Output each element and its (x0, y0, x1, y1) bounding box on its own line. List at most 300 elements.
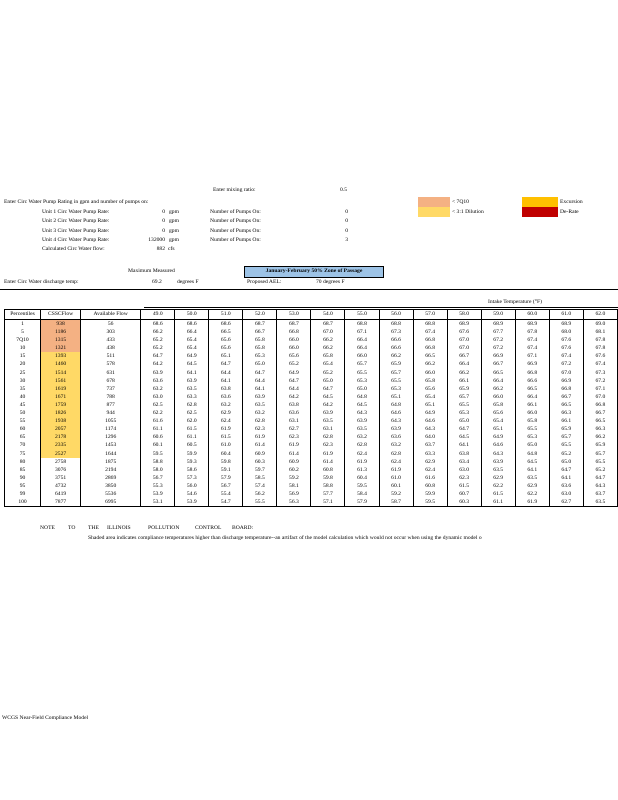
intake-rule (144, 307, 618, 308)
temp-cell: 60.3 (447, 498, 481, 507)
temp-cell: 62.8 (379, 450, 413, 458)
temp-cell: 64.2 (277, 393, 311, 401)
csscflow-cell: 1671 (41, 393, 81, 401)
legend-excursion-label: Excursion (560, 199, 583, 205)
season-box (244, 266, 384, 278)
csscflow-cell: 938 (41, 320, 81, 329)
temp-cell: 62.3 (311, 441, 345, 449)
temp-cell: 66.6 (515, 377, 549, 385)
temp-cell: 65.0 (549, 458, 583, 466)
available-flow-cell: 5536 (81, 490, 141, 498)
csscflow-cell: 1460 (41, 360, 81, 368)
temp-cell: 65.4 (481, 417, 515, 425)
temp-cell: 65.6 (481, 409, 515, 417)
temp-cell: 65.3 (515, 433, 549, 441)
temp-cell: 54.6 (175, 490, 209, 498)
temp-cell: 64.7 (277, 377, 311, 385)
temp-cell: 65.6 (277, 352, 311, 360)
temp-cell: 63.7 (413, 441, 447, 449)
temp-cell: 65.8 (481, 401, 515, 409)
table-row (5, 393, 618, 401)
temp-cell: 58.1 (277, 482, 311, 490)
temp-cell: 64.2 (141, 360, 175, 368)
temp-cell: 66.0 (277, 336, 311, 344)
temp-cell: 64.7 (583, 474, 617, 482)
temp-cell: 63.9 (379, 425, 413, 433)
temp-cell: 66.0 (515, 409, 549, 417)
temp-cell: 60.2 (277, 466, 311, 474)
temp-cell: 67.2 (481, 344, 515, 352)
temp-cell: 63.2 (209, 401, 243, 409)
temp-cell: 65.0 (243, 360, 277, 368)
temp-cell: 62.4 (413, 466, 447, 474)
legend-derate-swatch (522, 207, 558, 217)
temp-cell: 64.1 (175, 369, 209, 377)
percentile-cell: 15 (5, 352, 41, 360)
temp-cell: 68.8 (345, 320, 379, 329)
temp-cell: 61.4 (311, 458, 345, 466)
temp-cell: 66.8 (515, 369, 549, 377)
temp-cell: 67.0 (447, 344, 481, 352)
temp-cell: 64.2 (311, 401, 345, 409)
percentile-cell: 90 (5, 474, 41, 482)
temp-cell: 65.6 (209, 336, 243, 344)
temp-cell: 65.2 (141, 344, 175, 352)
csscflow-cell: 1514 (41, 369, 81, 377)
temp-cell: 59.5 (413, 498, 447, 507)
temp-cell: 65.4 (311, 360, 345, 368)
table-row (5, 385, 618, 393)
table-row (5, 498, 618, 507)
temp-cell: 63.6 (141, 377, 175, 385)
legend-dilution-label: < 3:1 Dilution (452, 209, 484, 215)
temp-cell: 66.6 (379, 336, 413, 344)
available-flow-cell: 578 (81, 360, 141, 368)
temp-cell: 61.5 (209, 433, 243, 441)
temp-cell: 65.8 (243, 336, 277, 344)
unit-rate-unit: gpm (169, 218, 179, 225)
temp-cell: 63.0 (549, 490, 583, 498)
percentile-cell: 20 (5, 360, 41, 368)
pumps-value[interactable]: 0 (345, 227, 348, 234)
mixing-ratio-value[interactable]: 0.5 (340, 187, 347, 193)
temp-cell: 53.9 (141, 490, 175, 498)
temp-cell: 59.2 (277, 474, 311, 482)
legend-excursion-swatch (522, 197, 558, 207)
temp-cell: 64.3 (583, 482, 617, 490)
temp-cell: 67.0 (447, 336, 481, 344)
temp-cell: 59.5 (345, 482, 379, 490)
temp-cell: 65.3 (447, 409, 481, 417)
temp-cell: 63.6 (277, 409, 311, 417)
temp-cell: 60.4 (345, 474, 379, 482)
temp-cell: 65.1 (481, 425, 515, 433)
temp-cell: 66.7 (481, 360, 515, 368)
temp-cell: 64.0 (413, 433, 447, 441)
table-row (5, 450, 618, 458)
available-flow-cell: 877 (81, 401, 141, 409)
csscflow-cell: 1315 (41, 336, 81, 344)
temp-cell: 64.5 (515, 458, 549, 466)
temp-cell: 66.7 (583, 409, 617, 417)
mixing-ratio-label: Enter mixing ratio: (213, 187, 256, 193)
temp-cell: 69.0 (583, 320, 617, 329)
temp-cell: 56.0 (175, 482, 209, 490)
col-header-intake-temp: 55.0 (345, 310, 379, 320)
temp-cell: 61.9 (277, 441, 311, 449)
temp-cell: 64.5 (447, 433, 481, 441)
temp-cell: 65.5 (379, 377, 413, 385)
temp-cell: 62.3 (447, 474, 481, 482)
temp-cell: 63.5 (515, 474, 549, 482)
col-header-available-flow: Available Flow (81, 310, 141, 320)
available-flow-cell: 1296 (81, 433, 141, 441)
col-header-intake-temp: 51.0 (209, 310, 243, 320)
col-header-percentiles: Percentiles (5, 310, 41, 320)
temp-cell: 66.2 (481, 385, 515, 393)
temp-cell: 62.4 (379, 458, 413, 466)
temp-cell: 67.4 (515, 344, 549, 352)
temp-cell: 66.4 (345, 336, 379, 344)
pumps-value[interactable]: 0 (345, 218, 348, 225)
temp-cell: 58.7 (379, 498, 413, 507)
temp-cell: 55.3 (141, 482, 175, 490)
unit-rate-value[interactable]: 132000 (148, 236, 165, 243)
table-row (5, 328, 618, 336)
table-row (5, 482, 618, 490)
temp-cell: 56.7 (141, 474, 175, 482)
unit-rate-value[interactable]: 0 (162, 218, 165, 225)
available-flow-cell: 737 (81, 385, 141, 393)
temp-cell: 62.5 (141, 401, 175, 409)
csscflow-cell: 2758 (41, 458, 81, 466)
temp-cell: 61.9 (345, 458, 379, 466)
temp-cell: 60.7 (447, 490, 481, 498)
temp-cell: 67.2 (481, 336, 515, 344)
temp-cell: 61.4 (243, 441, 277, 449)
temp-cell: 64.1 (209, 377, 243, 385)
temp-cell: 65.3 (345, 377, 379, 385)
unit-rate-label: Unit 3 Circ Water Pump Rate: (42, 227, 110, 234)
temp-cell: 65.5 (549, 441, 583, 449)
temp-cell: 57.1 (311, 498, 345, 507)
unit-rate-unit: gpm (169, 236, 179, 243)
temp-cell: 63.6 (209, 393, 243, 401)
temp-cell: 62.2 (481, 482, 515, 490)
calc-flow-label: Calculated Circ Water flow: (42, 246, 105, 252)
temp-cell: 66.3 (549, 409, 583, 417)
temp-cell: 60.4 (209, 450, 243, 458)
unit-rate-label: Unit 4 Circ Water Pump Rate: (42, 236, 110, 243)
temp-cell: 66.2 (379, 352, 413, 360)
percentile-cell: 100 (5, 498, 41, 507)
temp-cell: 63.2 (379, 441, 413, 449)
temp-cell: 58.0 (141, 466, 175, 474)
temp-cell: 68.6 (175, 320, 209, 329)
temp-cell: 60.8 (413, 482, 447, 490)
unit-rate-unit: gpm (169, 209, 179, 215)
temp-cell: 58.8 (311, 482, 345, 490)
ael-value: 70 degrees F (316, 279, 345, 285)
temp-cell: 60.1 (379, 482, 413, 490)
available-flow-cell: 788 (81, 393, 141, 401)
temp-cell: 67.8 (583, 336, 617, 344)
temp-cell: 57.7 (311, 490, 345, 498)
col-header-intake-temp: 52.0 (243, 310, 277, 320)
note-body: Shaded area indicates compliance temperatures higher than discharge temperature--an artifact of the model calculation which would not occur when using the dynamic model o (88, 535, 482, 541)
percentile-cell: 60 (5, 425, 41, 433)
table-row (5, 417, 618, 425)
note-word: BOARD: (232, 525, 254, 531)
temp-cell: 60.6 (141, 433, 175, 441)
temp-cell: 63.9 (243, 393, 277, 401)
temp-cell: 64.7 (141, 352, 175, 360)
available-flow-cell: 1055 (81, 417, 141, 425)
available-flow-cell: 631 (81, 369, 141, 377)
temp-cell: 65.4 (175, 344, 209, 352)
temp-cell: 66.8 (277, 328, 311, 336)
temp-cell: 67.6 (447, 328, 481, 336)
col-header-intake-temp: 61.0 (549, 310, 583, 320)
temp-cell: 67.4 (413, 328, 447, 336)
temp-cell: 57.3 (175, 474, 209, 482)
temp-cell: 66.9 (549, 377, 583, 385)
temp-cell: 56.2 (243, 490, 277, 498)
temp-cell: 65.4 (413, 393, 447, 401)
temp-cell: 66.5 (583, 417, 617, 425)
temp-cell: 66.8 (413, 336, 447, 344)
temp-cell: 64.1 (515, 466, 549, 474)
temp-cell: 55.5 (243, 498, 277, 507)
table-row (5, 336, 618, 344)
temp-cell: 63.9 (311, 409, 345, 417)
temp-cell: 59.3 (175, 458, 209, 466)
temp-cell: 65.4 (175, 336, 209, 344)
note-word: NOTE (40, 525, 55, 531)
temp-cell: 65.7 (379, 369, 413, 377)
csscflow-cell: 1561 (41, 377, 81, 385)
temp-cell: 65.6 (209, 344, 243, 352)
temp-cell: 61.6 (413, 474, 447, 482)
temp-cell: 61.4 (277, 450, 311, 458)
temp-cell: 63.8 (447, 450, 481, 458)
available-flow-cell: 438 (81, 344, 141, 352)
pumps-value[interactable]: 0 (345, 209, 348, 215)
temp-cell: 65.1 (379, 393, 413, 401)
temp-cell: 63.9 (345, 417, 379, 425)
table-row (5, 360, 618, 368)
temp-cell: 62.3 (243, 425, 277, 433)
temp-cell: 61.5 (175, 425, 209, 433)
temp-cell: 63.8 (277, 401, 311, 409)
percentile-cell: 95 (5, 482, 41, 490)
table-row (5, 441, 618, 449)
temp-cell: 66.8 (583, 401, 617, 409)
temp-cell: 66.1 (515, 401, 549, 409)
temp-cell: 63.3 (175, 393, 209, 401)
temp-cell: 59.2 (379, 490, 413, 498)
csscflow-cell: 1759 (41, 401, 81, 409)
temp-cell: 62.7 (549, 498, 583, 507)
col-header-intake-temp: 56.0 (379, 310, 413, 320)
temp-cell: 62.8 (175, 401, 209, 409)
temp-cell: 66.2 (311, 336, 345, 344)
temp-cell: 53.1 (141, 498, 175, 507)
pump-header: Enter Circ Water Pump Rating in gpm and number of pumps on: (4, 199, 149, 205)
calc-flow-value: 882 (156, 246, 165, 252)
temp-cell: 64.7 (311, 385, 345, 393)
temp-cell: 65.0 (345, 385, 379, 393)
temp-cell: 62.8 (311, 433, 345, 441)
temp-cell: 61.9 (311, 450, 345, 458)
compliance-table (4, 309, 618, 507)
temp-cell: 62.9 (515, 482, 549, 490)
temp-cell: 67.0 (583, 393, 617, 401)
temp-cell: 66.4 (481, 377, 515, 385)
available-flow-cell: 1644 (81, 450, 141, 458)
temp-cell: 63.9 (141, 369, 175, 377)
col-header-intake-temp: 53.0 (277, 310, 311, 320)
col-header-intake-temp: 54.0 (311, 310, 345, 320)
legend-dilution-swatch (418, 207, 450, 217)
temp-cell: 65.2 (277, 360, 311, 368)
unit-rate-value[interactable]: 0 (162, 209, 165, 215)
temp-cell: 64.4 (243, 377, 277, 385)
temp-cell: 62.9 (413, 458, 447, 466)
temp-cell: 64.9 (413, 409, 447, 417)
percentile-cell: 40 (5, 393, 41, 401)
temp-cell: 65.2 (583, 466, 617, 474)
unit-rate-value[interactable]: 0 (162, 227, 165, 234)
table-row (5, 352, 618, 360)
csscflow-cell: 6419 (41, 490, 81, 498)
discharge-label: Enter Circ Water discharge temp: (4, 279, 79, 285)
temp-cell: 65.7 (583, 450, 617, 458)
temp-cell: 65.9 (447, 385, 481, 393)
temp-cell: 63.1 (311, 425, 345, 433)
temp-cell: 63.1 (277, 417, 311, 425)
unit-rate-unit: gpm (169, 227, 179, 234)
temp-cell: 64.7 (447, 425, 481, 433)
temp-cell: 66.2 (311, 344, 345, 352)
temp-cell: 57.9 (209, 474, 243, 482)
temp-cell: 66.5 (209, 328, 243, 336)
table-row (5, 433, 618, 441)
csscflow-cell: 2057 (41, 425, 81, 433)
csscflow-cell: 2527 (41, 450, 81, 458)
temp-cell: 66.1 (549, 417, 583, 425)
temp-cell: 64.4 (277, 385, 311, 393)
table-row (5, 466, 618, 474)
temp-cell: 64.8 (379, 401, 413, 409)
discharge-value[interactable]: 69.2 (152, 279, 162, 285)
temp-cell: 64.1 (549, 474, 583, 482)
available-flow-cell: 1174 (81, 425, 141, 433)
temp-cell: 60.9 (277, 458, 311, 466)
temp-cell: 62.7 (277, 425, 311, 433)
csscflow-cell: 1826 (41, 409, 81, 417)
temp-cell: 60.5 (175, 441, 209, 449)
discharge-unit: degrees F (177, 279, 199, 285)
temp-cell: 61.9 (209, 425, 243, 433)
csscflow-cell: 1393 (41, 352, 81, 360)
temp-cell: 59.1 (209, 466, 243, 474)
temp-cell: 62.8 (345, 441, 379, 449)
temp-cell: 63.7 (583, 490, 617, 498)
col-header-intake-temp: 49.0 (141, 310, 175, 320)
temp-cell: 66.8 (413, 344, 447, 352)
temp-cell: 66.6 (379, 344, 413, 352)
pumps-label: Number of Pumps On: (210, 236, 261, 243)
temp-cell: 64.8 (345, 393, 379, 401)
percentile-cell: 85 (5, 466, 41, 474)
temp-cell: 66.2 (583, 433, 617, 441)
ael-label: Proposed AEL: (247, 279, 282, 285)
temp-cell: 67.4 (549, 352, 583, 360)
temp-cell: 61.1 (141, 425, 175, 433)
temp-cell: 64.6 (379, 409, 413, 417)
temp-cell: 68.8 (379, 320, 413, 329)
temp-cell: 63.5 (311, 417, 345, 425)
col-header-csscflow: CSSCFlow (41, 310, 81, 320)
csscflow-cell: 2178 (41, 433, 81, 441)
pumps-label: Number of Pumps On: (210, 218, 261, 225)
temp-cell: 64.1 (243, 385, 277, 393)
temp-cell: 53.9 (175, 498, 209, 507)
available-flow-cell: 1453 (81, 441, 141, 449)
temp-cell: 61.9 (243, 433, 277, 441)
temp-cell: 63.0 (141, 393, 175, 401)
temp-cell: 68.9 (481, 320, 515, 329)
temp-cell: 66.2 (447, 369, 481, 377)
percentile-cell: 7Q10 (5, 336, 41, 344)
temp-cell: 61.5 (447, 482, 481, 490)
season-label: January-February 50% Zone of Passage (265, 268, 363, 274)
percentile-cell: 65 (5, 433, 41, 441)
temp-cell: 66.7 (549, 393, 583, 401)
note-word: POLLUTION (148, 525, 180, 531)
temp-cell: 62.5 (175, 409, 209, 417)
available-flow-cell: 3850 (81, 482, 141, 490)
temp-cell: 60.1 (141, 441, 175, 449)
temp-cell: 67.6 (583, 352, 617, 360)
available-flow-cell: 303 (81, 328, 141, 336)
col-header-intake-temp: 59.0 (481, 310, 515, 320)
temp-cell: 67.1 (583, 385, 617, 393)
temp-cell: 63.4 (447, 458, 481, 466)
temp-cell: 63.2 (141, 385, 175, 393)
temp-cell: 65.0 (311, 377, 345, 385)
csscflow-cell: 7877 (41, 498, 81, 507)
temp-cell: 59.8 (311, 474, 345, 482)
temp-cell: 56.9 (277, 490, 311, 498)
csscflow-cell: 3751 (41, 474, 81, 482)
temp-cell: 63.9 (175, 377, 209, 385)
temp-cell: 64.7 (243, 369, 277, 377)
temp-cell: 64.1 (447, 441, 481, 449)
pumps-value[interactable]: 3 (345, 236, 348, 243)
max-measured-label: Maximum Measured (128, 268, 175, 274)
footer-title: WCGS Near-Field Compliance Model (2, 715, 89, 721)
temp-cell: 63.5 (243, 401, 277, 409)
table-row (5, 474, 618, 482)
percentile-cell: 5 (5, 328, 41, 336)
temp-cell: 64.7 (549, 466, 583, 474)
csscflow-cell: 1186 (41, 328, 81, 336)
temp-cell: 61.1 (175, 433, 209, 441)
temp-cell: 66.0 (481, 393, 515, 401)
temp-cell: 65.2 (141, 336, 175, 344)
